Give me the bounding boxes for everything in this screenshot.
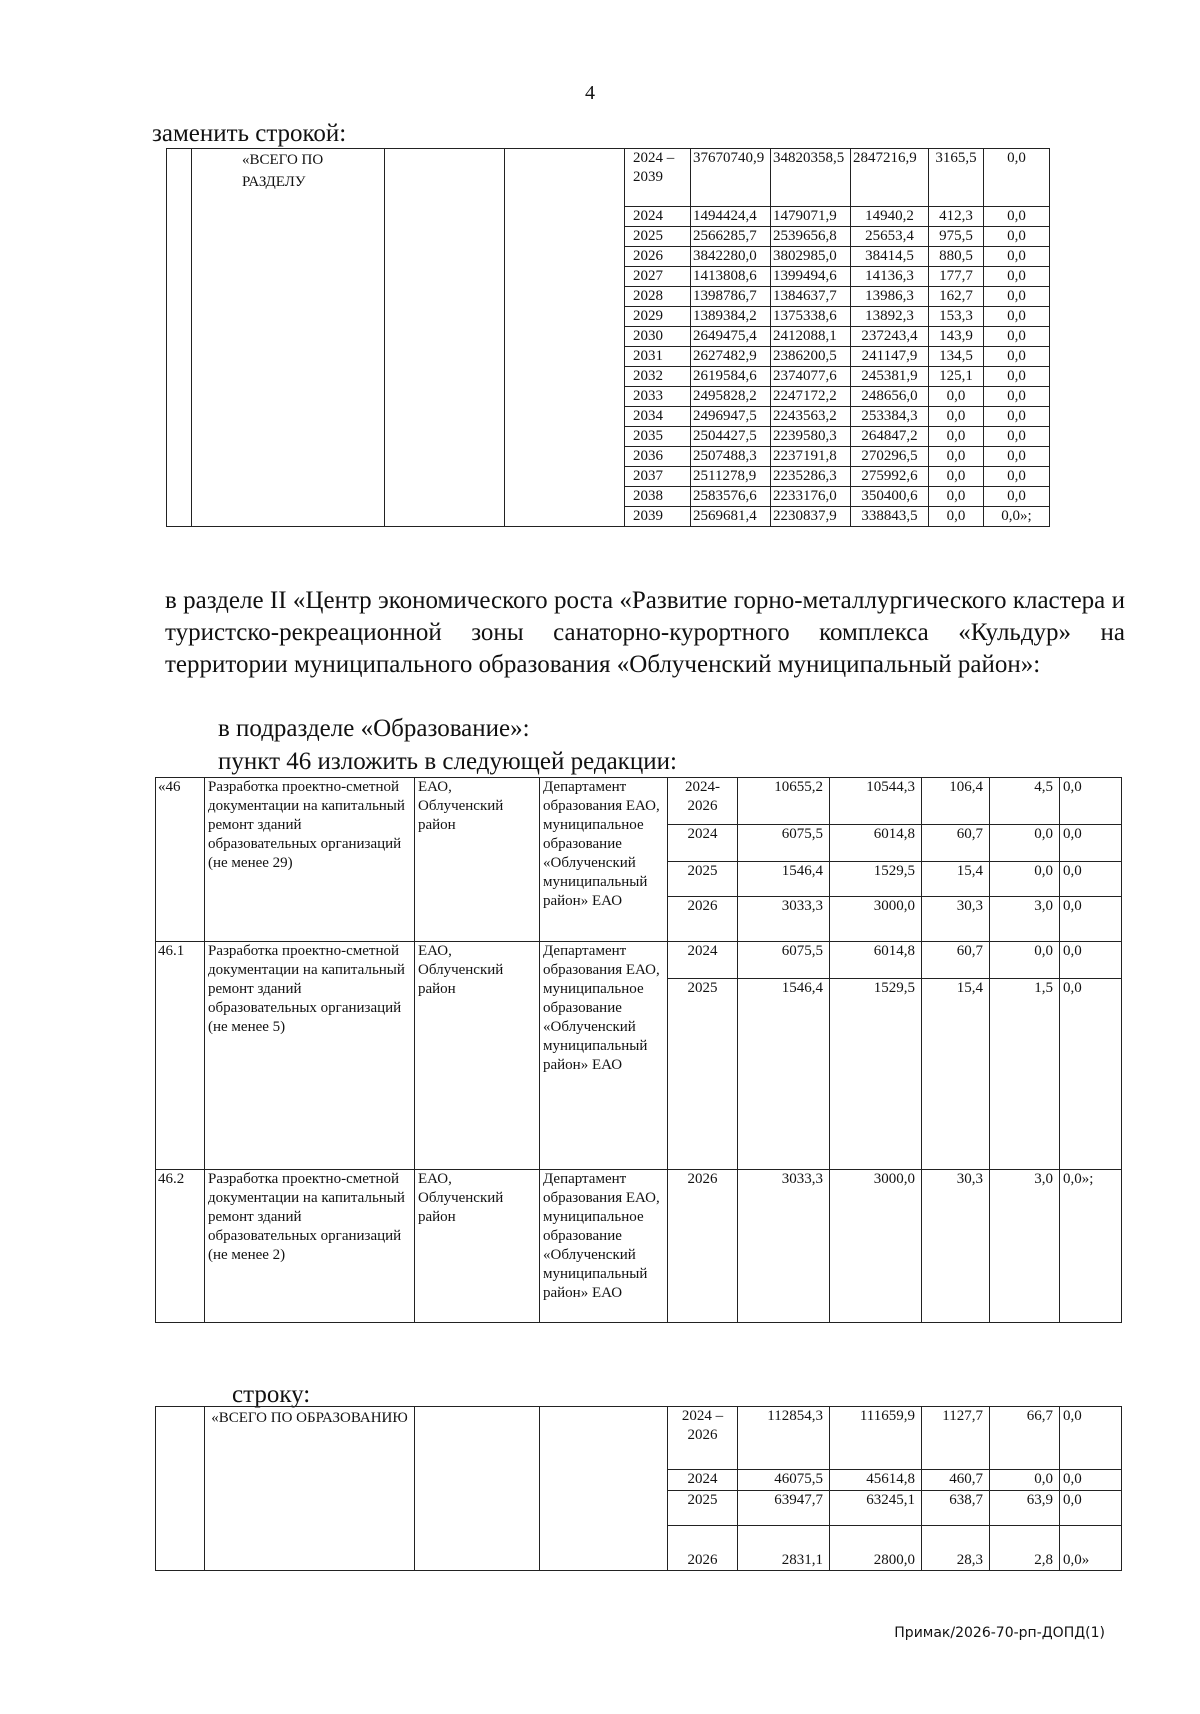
value-cell: 6014,8 [830, 825, 922, 862]
value-cell: 1384637,7 [771, 287, 851, 307]
value-cell: 2566285,7 [691, 227, 771, 247]
empty-cell [505, 149, 625, 527]
value-cell: 0,0 [929, 467, 984, 487]
value-cell: 638,7 [922, 1491, 990, 1526]
total-label-cell: «ВСЕГО ПО РАЗДЕЛУ [192, 149, 385, 527]
empty-cell [415, 1407, 540, 1571]
item-name: Разработка проектно-сметной документации на капитальный ремонт зданий образовательных организаций (не менее 2) [205, 1170, 415, 1323]
year-cell: 2033 [625, 387, 691, 407]
total-label-cell: «ВСЕГО ПО ОБРАЗОВАНИЮ [205, 1407, 415, 1571]
year-cell: 2024 [668, 825, 738, 862]
value-cell: 0,0 [984, 149, 1050, 207]
value-cell: 3,0 [990, 1170, 1060, 1323]
value-cell: 0,0 [929, 407, 984, 427]
value-cell: 0,0 [984, 407, 1050, 427]
value-cell: 0,0 [1060, 979, 1122, 1170]
year-cell: 2025 [668, 1491, 738, 1526]
year-cell: 2024-2026 [668, 778, 738, 825]
value-cell: 60,7 [922, 825, 990, 862]
value-cell: 125,1 [929, 367, 984, 387]
value-cell: 412,3 [929, 207, 984, 227]
value-cell: 1529,5 [830, 979, 922, 1170]
value-cell: 177,7 [929, 267, 984, 287]
value-cell: 3000,0 [830, 897, 922, 942]
value-cell: 248656,0 [851, 387, 929, 407]
value-cell: 2233176,0 [771, 487, 851, 507]
value-cell: 264847,2 [851, 427, 929, 447]
value-cell: 338843,5 [851, 507, 929, 527]
value-cell: 10544,3 [830, 778, 922, 825]
value-cell: 2583576,6 [691, 487, 771, 507]
value-cell: 6075,5 [738, 825, 830, 862]
value-cell: 2239580,3 [771, 427, 851, 447]
value-cell: 2374077,6 [771, 367, 851, 387]
value-cell: 15,4 [922, 979, 990, 1170]
empty-cell [156, 1407, 205, 1571]
value-cell: 38414,5 [851, 247, 929, 267]
value-cell: 1399494,6 [771, 267, 851, 287]
value-cell: 0,0 [984, 327, 1050, 347]
value-cell: 63,9 [990, 1491, 1060, 1526]
value-cell: 0,0 [984, 207, 1050, 227]
value-cell: 245381,9 [851, 367, 929, 387]
value-cell: 2,8 [990, 1526, 1060, 1571]
value-cell: 13986,3 [851, 287, 929, 307]
item-number: «46 [156, 778, 205, 942]
value-cell: 30,3 [922, 897, 990, 942]
table-row [167, 149, 1050, 207]
value-cell: 2504427,5 [691, 427, 771, 447]
value-cell: 2800,0 [830, 1526, 922, 1571]
period-cell: 2024 – 2039 [625, 149, 691, 207]
table-row [156, 778, 1122, 825]
value-cell: 2569681,4 [691, 507, 771, 527]
year-cell: 2024 [668, 1470, 738, 1491]
year-cell: 2027 [625, 267, 691, 287]
value-cell: 162,7 [929, 287, 984, 307]
value-cell: 4,5 [990, 778, 1060, 825]
heading-replace-row: заменить строкой: [152, 120, 347, 147]
value-cell: 1529,5 [830, 862, 922, 897]
value-cell: 253384,3 [851, 407, 929, 427]
value-cell: 143,9 [929, 327, 984, 347]
value-cell: 1494424,4 [691, 207, 771, 227]
value-cell: 2619584,6 [691, 367, 771, 387]
value-cell: 0,0 [990, 942, 1060, 979]
value-cell: 45614,8 [830, 1470, 922, 1491]
year-cell: 2039 [625, 507, 691, 527]
value-cell: 2495828,2 [691, 387, 771, 407]
value-cell: 0,0»; [984, 507, 1050, 527]
value-cell: 2412088,1 [771, 327, 851, 347]
value-cell: 2627482,9 [691, 347, 771, 367]
value-cell: 15,4 [922, 862, 990, 897]
paragraph-subsection: в подразделе «Образование»: [218, 715, 530, 742]
value-cell: 0,0 [984, 447, 1050, 467]
paragraph-section: в разделе II «Центр экономического роста «Развитие горно-металлургического кластера и туристско-рекреационной зоны санаторно-курортного комплекса «Кульдур» на территории муниципального образования «Облученский муниципальный район»: [165, 587, 1125, 678]
value-cell: 2831,1 [738, 1526, 830, 1571]
value-cell: 237243,4 [851, 327, 929, 347]
value-cell: 2649475,4 [691, 327, 771, 347]
item-46-table [155, 777, 1122, 1323]
year-cell: 2036 [625, 447, 691, 467]
value-cell: 2511278,9 [691, 467, 771, 487]
education-total-table [155, 1406, 1122, 1571]
heading-row: строку: [232, 1381, 311, 1408]
value-cell: 0,0 [929, 387, 984, 407]
value-cell: 10655,2 [738, 778, 830, 825]
year-cell: 2032 [625, 367, 691, 387]
item-location: ЕАО, Облученский район [415, 778, 540, 942]
value-cell: 63245,1 [830, 1491, 922, 1526]
value-cell: 2243563,2 [771, 407, 851, 427]
item-number: 46.2 [156, 1170, 205, 1323]
value-cell: 0,0 [1060, 1407, 1122, 1470]
year-cell: 2026 [668, 897, 738, 942]
item-executor: Департамент образования ЕАО, муниципальное образование «Облученский муниципальный район» ЕАО [540, 942, 668, 1170]
value-cell: 0,0 [1060, 778, 1122, 825]
value-cell: 0,0 [990, 1470, 1060, 1491]
value-cell: 0,0 [984, 367, 1050, 387]
value-cell: 0,0 [990, 825, 1060, 862]
section-total-table [166, 148, 1050, 527]
value-cell: 2386200,5 [771, 347, 851, 367]
value-cell: 2496947,5 [691, 407, 771, 427]
value-cell: 0,0 [1060, 1491, 1122, 1526]
value-cell: 0,0 [1060, 897, 1122, 942]
value-cell: 153,3 [929, 307, 984, 327]
value-cell: 134,5 [929, 347, 984, 367]
item-name: Разработка проектно-сметной документации на капитальный ремонт зданий образовательных организаций (не менее 5) [205, 942, 415, 1170]
year-cell: 2031 [625, 347, 691, 367]
value-cell: 0,0 [1060, 942, 1122, 979]
value-cell: 975,5 [929, 227, 984, 247]
value-cell: 0,0 [929, 447, 984, 467]
value-cell: 1546,4 [738, 979, 830, 1170]
value-cell: 0,0 [929, 487, 984, 507]
value-cell: 3,0 [990, 897, 1060, 942]
value-cell: 3000,0 [830, 1170, 922, 1323]
item-location: ЕАО, Облученский район [415, 942, 540, 1170]
value-cell: 1389384,2 [691, 307, 771, 327]
item-location: ЕАО, Облученский район [415, 1170, 540, 1323]
year-cell: 2029 [625, 307, 691, 327]
year-cell: 2028 [625, 287, 691, 307]
value-cell: 1398786,7 [691, 287, 771, 307]
value-cell: 14136,3 [851, 267, 929, 287]
value-cell: 0,0 [1060, 825, 1122, 862]
value-cell: 1375338,6 [771, 307, 851, 327]
year-cell: 2037 [625, 467, 691, 487]
period-cell: 2024 – 2026 [668, 1407, 738, 1470]
value-cell: 2235286,3 [771, 467, 851, 487]
value-cell: 3165,5 [929, 149, 984, 207]
year-cell: 2025 [668, 979, 738, 1170]
value-cell: 0,0 [929, 507, 984, 527]
value-cell: 1546,4 [738, 862, 830, 897]
year-cell: 2026 [668, 1526, 738, 1571]
value-cell: 0,0 [984, 427, 1050, 447]
value-cell: 460,7 [922, 1470, 990, 1491]
value-cell: 0,0 [929, 427, 984, 447]
year-cell: 2034 [625, 407, 691, 427]
value-cell: 241147,9 [851, 347, 929, 367]
value-cell: 14940,2 [851, 207, 929, 227]
value-cell: 0,0 [984, 387, 1050, 407]
year-cell: 2025 [625, 227, 691, 247]
value-cell: 0,0» [1060, 1526, 1122, 1571]
value-cell: 0,0 [984, 307, 1050, 327]
value-cell: 25653,4 [851, 227, 929, 247]
value-cell: 111659,9 [830, 1407, 922, 1470]
table-row [156, 1170, 1122, 1323]
value-cell: 0,0 [984, 287, 1050, 307]
value-cell: 6075,5 [738, 942, 830, 979]
item-executor: Департамент образования ЕАО, муниципальное образование «Облученский муниципальный район» ЕАО [540, 1170, 668, 1323]
value-cell: 880,5 [929, 247, 984, 267]
value-cell: 60,7 [922, 942, 990, 979]
value-cell: 2507488,3 [691, 447, 771, 467]
value-cell: 2237191,8 [771, 447, 851, 467]
page-number: 4 [585, 82, 595, 104]
item-number: 46.1 [156, 942, 205, 1170]
year-cell: 2026 [668, 1170, 738, 1323]
value-cell: 3842280,0 [691, 247, 771, 267]
value-cell: 1127,7 [922, 1407, 990, 1470]
table-row [156, 1407, 1122, 1470]
value-cell: 13892,3 [851, 307, 929, 327]
value-cell: 1,5 [990, 979, 1060, 1170]
value-cell: 0,0 [1060, 1470, 1122, 1491]
item-name: Разработка проектно-сметной документации на капитальный ремонт зданий образовательных организаций (не менее 29) [205, 778, 415, 942]
value-cell: 0,0 [984, 267, 1050, 287]
value-cell: 0,0»; [1060, 1170, 1122, 1323]
value-cell: 1479071,9 [771, 207, 851, 227]
footer-code: Примак/2026-70-рп-ДОПД(1) [894, 1625, 1105, 1641]
value-cell: 63947,7 [738, 1491, 830, 1526]
paragraph-item: пункт 46 изложить в следующей редакции: [218, 748, 677, 775]
value-cell: 34820358,5 [771, 149, 851, 207]
value-cell: 0,0 [984, 347, 1050, 367]
value-cell: 0,0 [984, 227, 1050, 247]
value-cell: 0,0 [984, 247, 1050, 267]
value-cell: 46075,5 [738, 1470, 830, 1491]
value-cell: 37670740,9 [691, 149, 771, 207]
value-cell: 66,7 [990, 1407, 1060, 1470]
value-cell: 3033,3 [738, 897, 830, 942]
year-cell: 2038 [625, 487, 691, 507]
value-cell: 3033,3 [738, 1170, 830, 1323]
year-cell: 2035 [625, 427, 691, 447]
value-cell: 28,3 [922, 1526, 990, 1571]
table-row [156, 942, 1122, 979]
value-cell: 270296,5 [851, 447, 929, 467]
value-cell: 2847216,9 [851, 149, 929, 207]
value-cell: 0,0 [984, 467, 1050, 487]
value-cell: 1413808,6 [691, 267, 771, 287]
year-cell: 2026 [625, 247, 691, 267]
year-cell: 2025 [668, 862, 738, 897]
item-executor: Департамент образования ЕАО, муниципальное образование «Облученский муниципальный район» ЕАО [540, 778, 668, 942]
year-cell: 2024 [668, 942, 738, 979]
value-cell: 0,0 [984, 487, 1050, 507]
value-cell: 106,4 [922, 778, 990, 825]
value-cell: 3802985,0 [771, 247, 851, 267]
value-cell: 2247172,2 [771, 387, 851, 407]
empty-cell [385, 149, 505, 527]
year-cell: 2030 [625, 327, 691, 347]
value-cell: 112854,3 [738, 1407, 830, 1470]
value-cell: 350400,6 [851, 487, 929, 507]
year-cell: 2024 [625, 207, 691, 227]
empty-cell [167, 149, 192, 527]
value-cell: 0,0 [990, 862, 1060, 897]
value-cell: 30,3 [922, 1170, 990, 1323]
empty-cell [540, 1407, 668, 1571]
value-cell: 0,0 [1060, 862, 1122, 897]
value-cell: 2230837,9 [771, 507, 851, 527]
value-cell: 2539656,8 [771, 227, 851, 247]
value-cell: 6014,8 [830, 942, 922, 979]
value-cell: 275992,6 [851, 467, 929, 487]
